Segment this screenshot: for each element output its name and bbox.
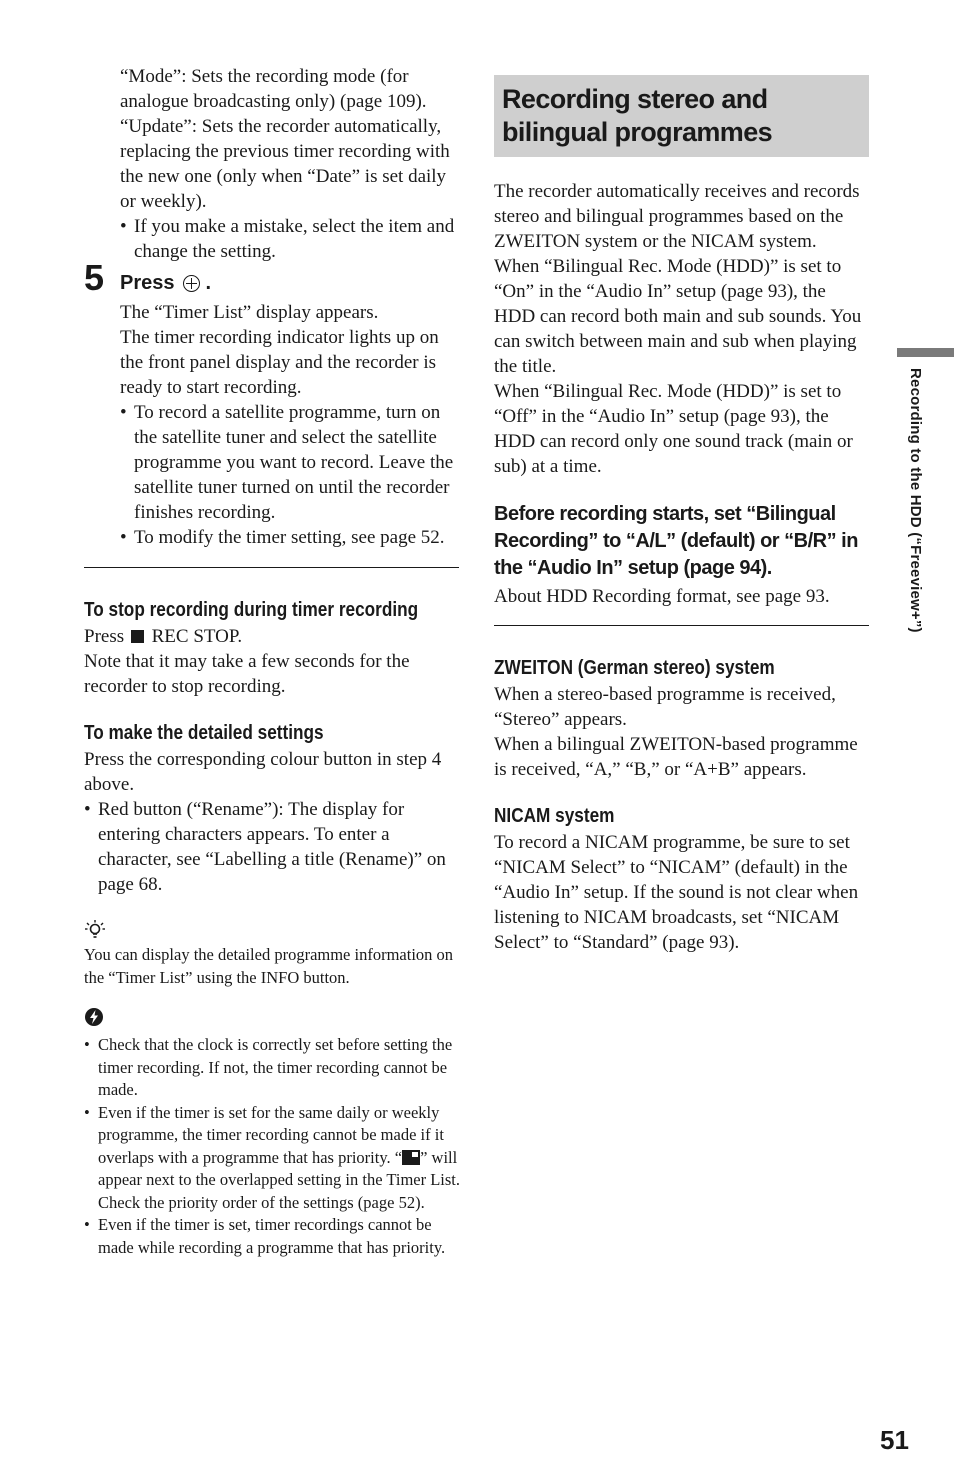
lightbulb-icon xyxy=(84,919,106,941)
left-column xyxy=(84,64,460,1259)
step-bullet-2: • To modify the timer setting, see page 52. xyxy=(120,525,460,550)
stop-icon xyxy=(131,630,144,643)
stop-press-post: REC STOP. xyxy=(151,626,243,647)
right-para-3: When “Bilingual Rec. Mode (HDD)” is set to “Off” in the “Audio In” setup (page 93), the HDD can record only one sound track (main or sub) at a time. xyxy=(494,381,853,477)
note-3: • Even if the timer is set, timer recordings cannot be made while recording a programme that has priority. xyxy=(84,1214,460,1259)
step-title-end: . xyxy=(205,272,212,294)
step-bullet-1: • To record a satellite programme, turn on the satellite tuner and select the satellite programme you want to record. Leave the satellite tuner turned on until the recorder finishes recording. xyxy=(120,400,460,525)
note-2-post: ” will appear next to the overlapped setting in the Timer List. Check the priority order of the settings (page 52). xyxy=(98,1147,461,1212)
tip-text: You can display the detailed programme information on the “Timer List” using the INFO button. xyxy=(84,945,454,987)
detail-bullet: • Red button (“Rename”): The display for entering characters appears. To enter a character, see “Labelling a title (Rename)” on page 68. xyxy=(84,797,460,897)
right-para-1: The recorder automatically receives and records stereo and bilingual programmes based on the ZWEITON system or the NICAM system. xyxy=(494,181,860,252)
step-para-1: The “Timer List” display appears. xyxy=(120,302,379,323)
step-title-text: Press xyxy=(120,272,175,294)
tip-block xyxy=(84,919,460,989)
note-1: • Check that the clock is correctly set before setting the timer recording. If not, the timer recording cannot be made. xyxy=(84,1034,460,1102)
stop-press xyxy=(84,624,460,649)
priority-overlap-icon xyxy=(402,1150,420,1165)
side-tab-marker xyxy=(897,348,954,357)
zweiton-para-2: When a bilingual ZWEITON-based programme is received, “A,” “B,” or “A+B” appears. xyxy=(494,734,858,780)
step-5 xyxy=(84,257,460,550)
notes-block xyxy=(84,1007,460,1259)
step-para-2: The timer recording indicator lights up on the front panel display and the recorder is ready to start recording. xyxy=(120,327,439,398)
mistake-bullet: • If you make a mistake, select the item and change the setting. xyxy=(120,214,460,264)
step-title xyxy=(120,268,460,298)
stop-press-pre: Press xyxy=(84,626,125,647)
before-heading: Before recording starts, set “Bilingual Recording” to “A/L” (default) or “B/R” in the “Audio In” setup (page 94). xyxy=(494,503,858,579)
note-2 xyxy=(84,1102,460,1215)
step-number: 5 xyxy=(84,257,105,298)
page-number: 51 xyxy=(880,1425,909,1455)
detail-heading: To make the detailed settings xyxy=(84,722,324,744)
mode-update-block xyxy=(84,64,460,264)
stop-heading: To stop recording during timer recording xyxy=(84,599,419,621)
zweiton-para-1: When a stereo-based programme is received, “Stereo” appears. xyxy=(494,684,836,730)
note-2-pre: Even if the timer is set for the same daily or weekly programme, the timer recording cannot be made if it overlaps with a programme that has priority. “ xyxy=(98,1102,444,1167)
nicam-text: To record a NICAM programme, be sure to set “NICAM Select” to “NICAM” (default) in the “Audio In” setup. If the sound is not clear when listening to NICAM broadcasts, set “NICAM Select” to “Standard” (page 93). xyxy=(494,832,859,953)
nicam-heading: NICAM system xyxy=(494,805,615,827)
divider-right xyxy=(494,625,869,626)
stop-note: Note that it may take a few seconds for the recorder to stop recording. xyxy=(84,651,410,697)
right-para-2: When “Bilingual Rec. Mode (HDD)” is set to “On” in the “Audio In” setup (page 93), the HDD can record both main and sub sounds. You can switch between main and sub when playing the title. xyxy=(494,256,862,377)
zweiton-heading: ZWEITON (German stereo) system xyxy=(494,657,775,679)
right-column xyxy=(494,75,869,955)
side-label: Recording to the HDD (“Freeview+”) xyxy=(907,368,924,633)
mode-text: “Mode”: Sets the recording mode (for analogue broadcasting only) (page 109). xyxy=(120,66,427,112)
divider xyxy=(84,567,459,568)
about-text: About HDD Recording format, see page 93. xyxy=(494,586,830,607)
section-title: Recording stereo and bilingual programmes xyxy=(494,75,869,157)
update-text: “Update”: Sets the recorder automatically, replacing the previous timer recording with the new one (only when “Date” is set daily or weekly). xyxy=(120,116,450,212)
note-icon xyxy=(84,1007,104,1027)
detail-text: Press the corresponding colour button in step 4 above. xyxy=(84,749,442,795)
enter-circle-icon xyxy=(183,275,200,292)
